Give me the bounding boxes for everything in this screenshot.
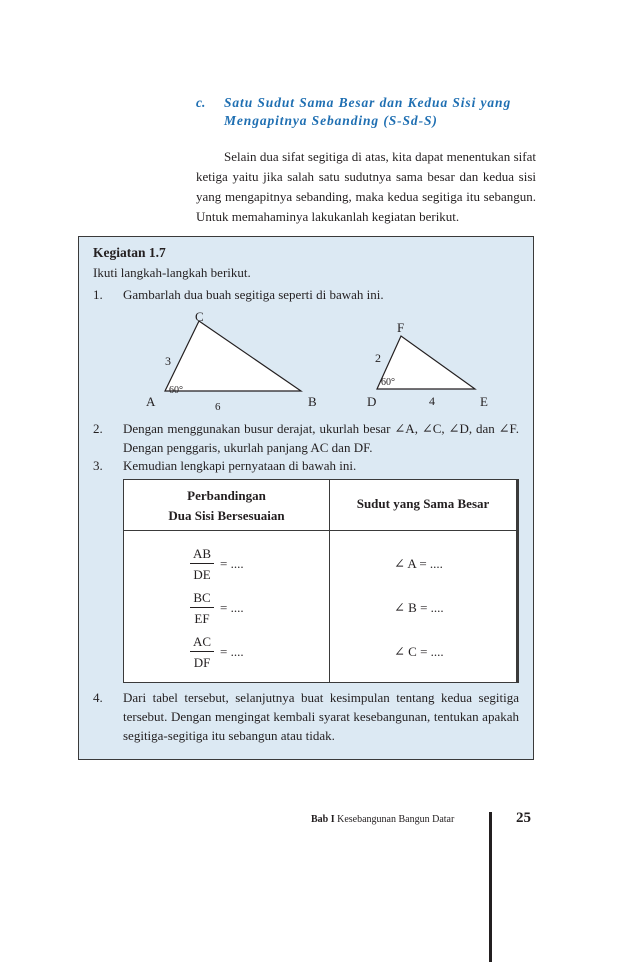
triangles-figure	[79, 237, 535, 417]
fraction-numerator: AB	[190, 546, 214, 564]
intro-paragraph: Selain dua sifat segitiga di atas, kita dapat menentukan sifat ketiga yaitu jika salah satu sudutnya sama besar dan kedua sisi yang mengapitnya sebanding, maka kedua segitiga itu sebangun. Untuk memahaminya lakukanlah kegiatan berikut.	[196, 149, 536, 224]
step-text: Gambarlah dua buah segitiga seperti di bawah ini.	[123, 287, 384, 302]
footer-chapter-number: Bab I	[311, 814, 335, 825]
fraction-numerator: BC	[190, 590, 214, 608]
step-text: Dengan menggunakan busur derajat, ukurlah besar ∠A, ∠C, ∠D, dan ∠F. Dengan penggaris, ukurlah panjang AC dan DF.	[123, 421, 519, 455]
vertex-b-label: B	[308, 394, 317, 409]
section-title	[224, 94, 536, 130]
fraction-denominator: EF	[194, 611, 210, 626]
table-header-ratio	[124, 486, 329, 526]
ratio-blank: = ....	[220, 644, 244, 659]
triangle-abc	[165, 321, 301, 391]
side-df-label: 2	[375, 351, 381, 365]
activity-box	[78, 236, 534, 760]
angle-d-label: 60°	[381, 377, 395, 388]
fraction-denominator: DF	[193, 655, 211, 670]
table-header-divider	[124, 530, 516, 531]
angle-a-label: 60°	[169, 385, 183, 396]
angle-c-row: ∠ C = ....	[394, 644, 444, 659]
section-letter: c.	[196, 95, 206, 110]
step-text: Kemudian lengkapi pernyataan di bawah ini.	[123, 458, 357, 473]
vertex-a-label: A	[146, 394, 156, 409]
fraction-ab-de	[190, 546, 214, 583]
side-de-label: 4	[429, 394, 435, 408]
fraction-ac-df	[190, 634, 214, 671]
angle-b-row: ∠ B = ....	[394, 600, 444, 615]
footer-chapter-title: Kesebangunan Bangun Datar	[334, 814, 455, 825]
table-header-ratio-line-2: Dua Sisi Bersesuaian	[168, 508, 285, 523]
vertex-d-label: D	[367, 394, 377, 409]
ratio-blank: = ....	[220, 600, 244, 615]
footer-chapter	[311, 814, 454, 825]
ratio-blank: = ....	[220, 556, 244, 571]
step-text: Dari tabel tersebut, selanjutnya buat kesimpulan tentang kedua segitiga tersebut. Dengan mengingat kembali syarat kesebangunan, tentukan apakah segitiga-segitiga itu sebangun atau tidak.	[123, 690, 519, 743]
table-header-angle: Sudut yang Sama Besar	[356, 496, 490, 511]
step-number: 3.	[93, 458, 103, 473]
fraction-bc-ef	[190, 590, 214, 627]
vertex-f-label: F	[397, 320, 405, 335]
comparison-table	[123, 479, 517, 683]
activity-lead: Ikuti langkah-langkah berikut.	[93, 265, 251, 280]
triangles-svg	[79, 237, 535, 417]
side-ab-label: 6	[215, 401, 221, 413]
section-title-line-1: Satu Sudut Sama Besar dan Kedua Sisi yang	[224, 95, 512, 110]
step-number: 2.	[93, 421, 103, 436]
vertex-e-label: E	[480, 394, 488, 409]
footer-divider	[489, 812, 492, 962]
step-number: 1.	[93, 287, 103, 302]
fraction-denominator: DE	[193, 567, 211, 582]
fraction-numerator: AC	[190, 634, 214, 652]
activity-title: Kegiatan 1.7	[93, 245, 166, 260]
section-title-line-2: Mengapitnya Sebanding (S-Sd-S)	[224, 113, 438, 128]
side-ac-label: 3	[165, 354, 171, 368]
vertex-c-label: C	[195, 309, 204, 324]
angle-a-row: ∠ A = ....	[394, 556, 443, 571]
step-number: 4.	[93, 690, 103, 705]
table-header-ratio-line-1: Perbandingan	[187, 488, 266, 503]
page-number: 25	[516, 810, 531, 826]
